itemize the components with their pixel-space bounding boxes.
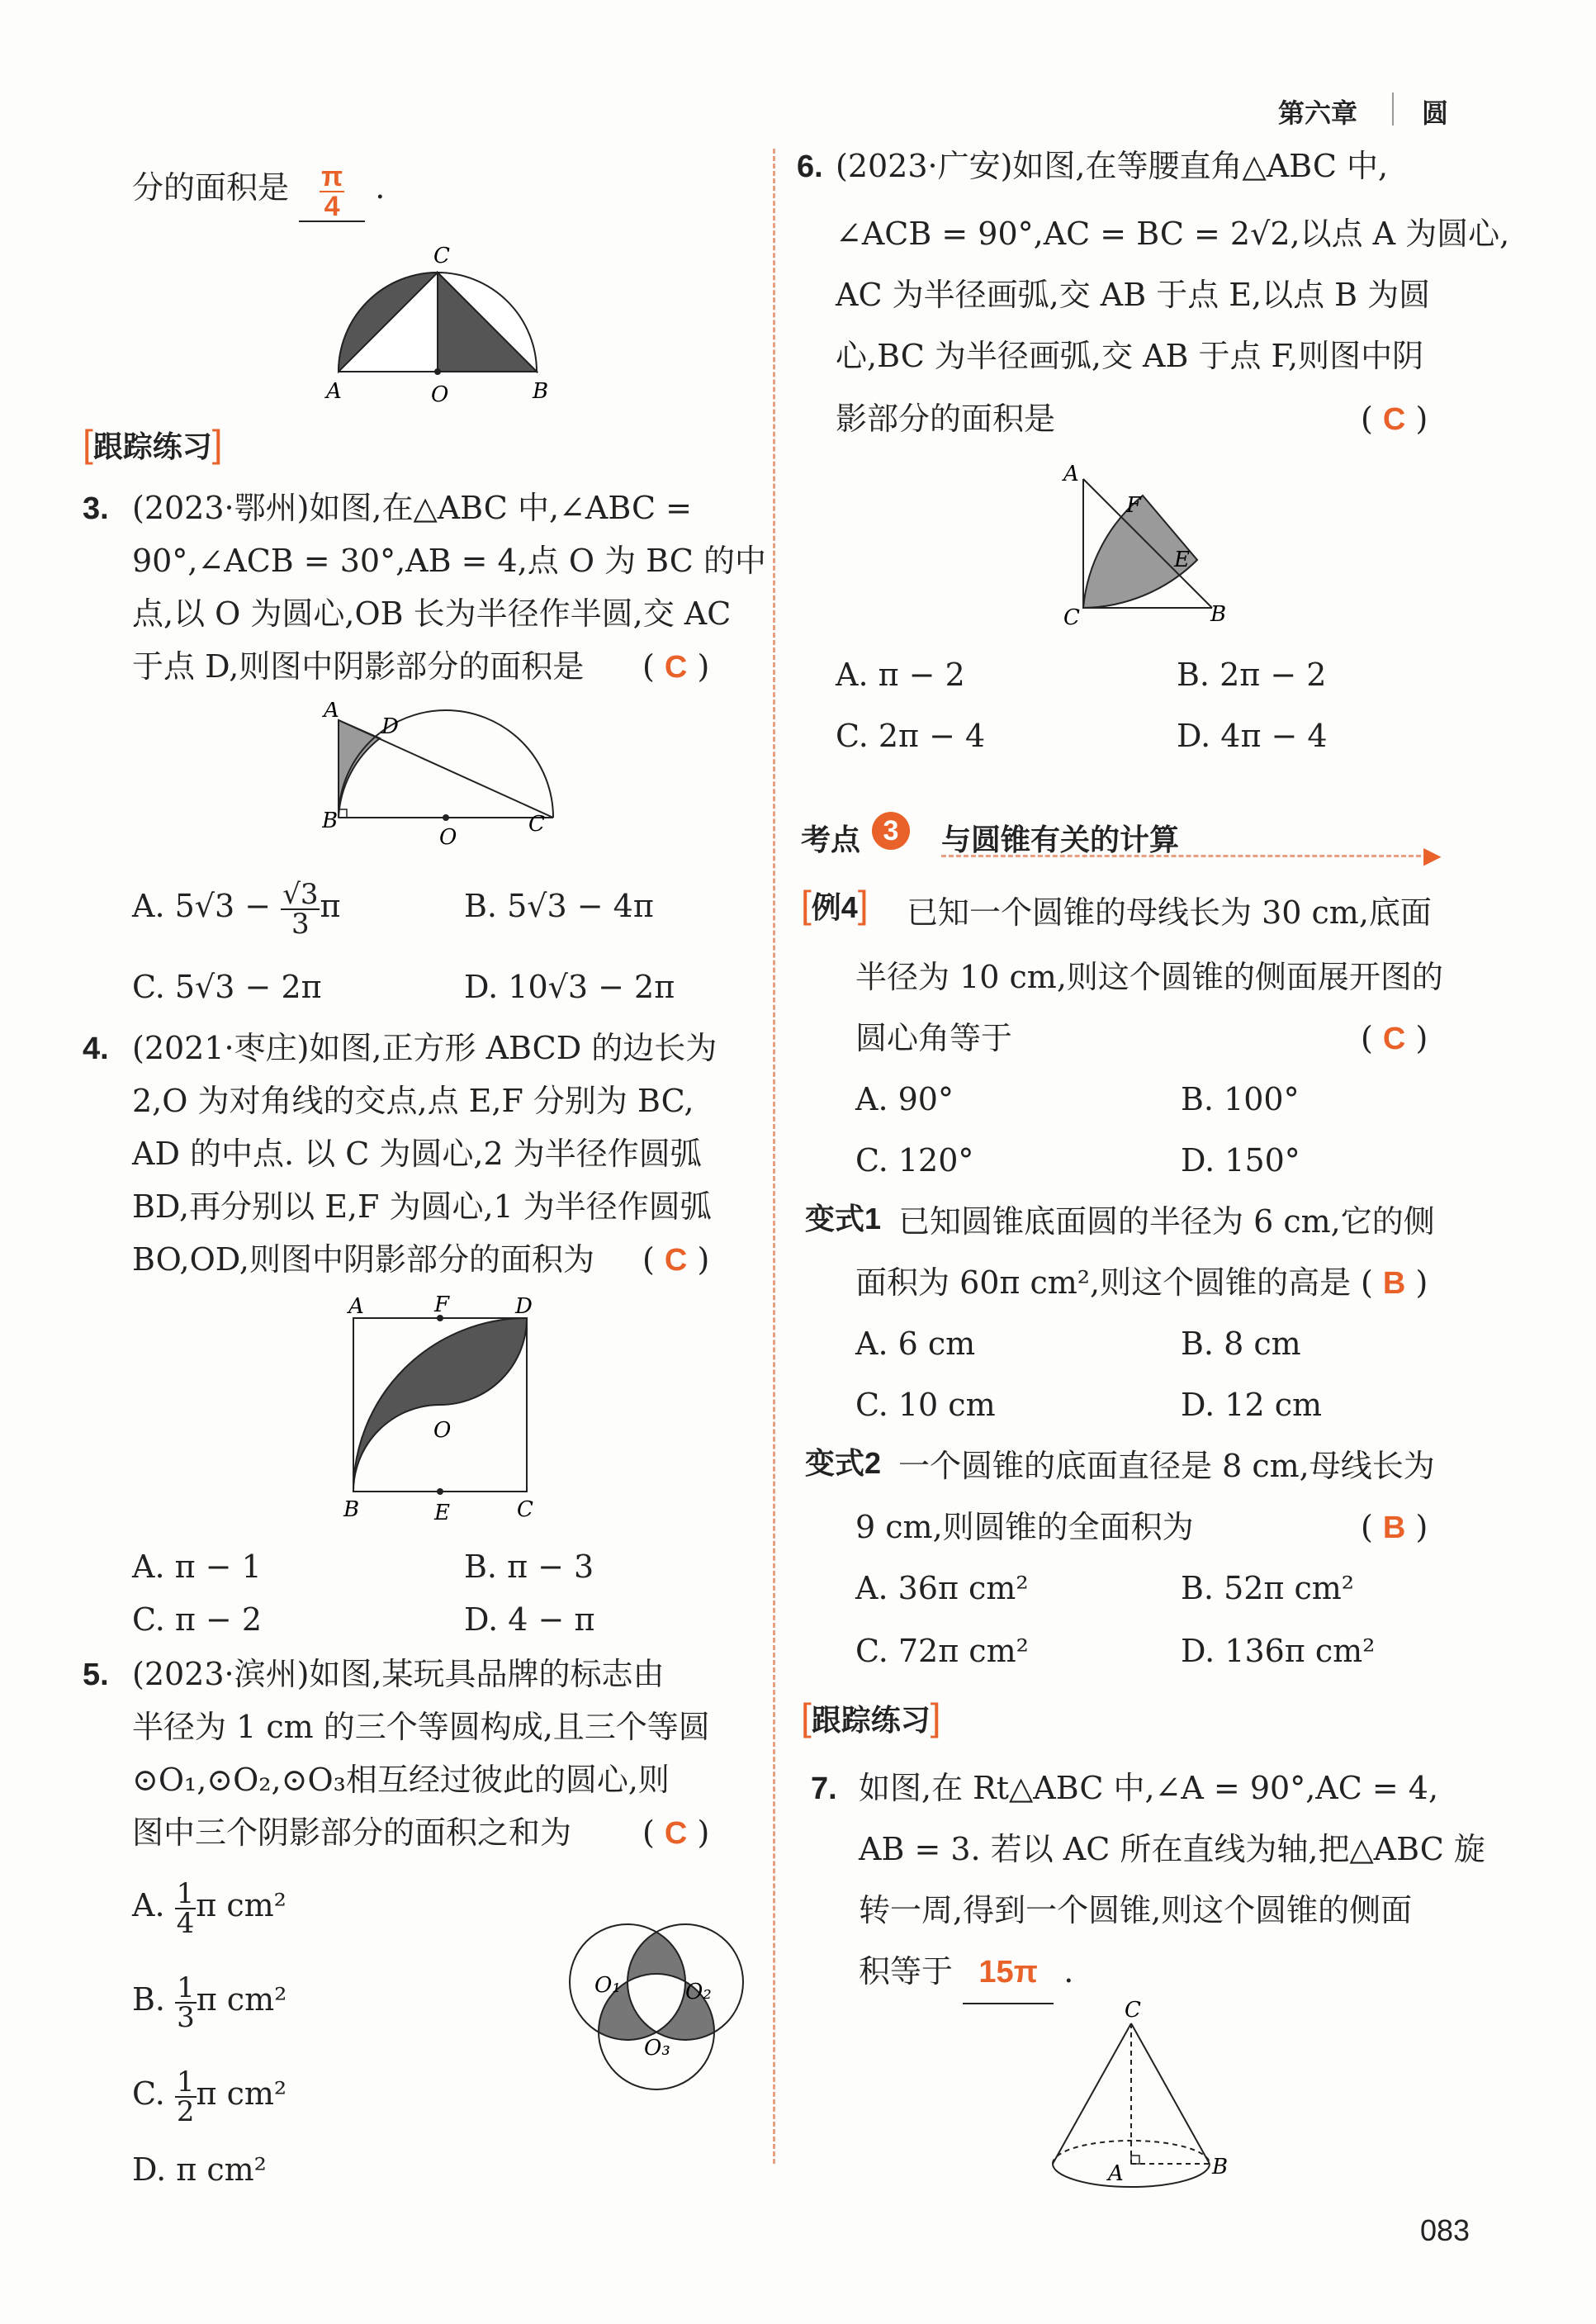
var1-option-d[interactable]: D. 12 cm: [1181, 1387, 1323, 1423]
question-3: 3.: [83, 491, 109, 526]
q7-cone-figure: [1032, 1999, 1238, 2197]
question-5: 5.: [83, 1658, 109, 1692]
ex4-option-d[interactable]: D. 150°: [1181, 1142, 1300, 1179]
q4-label-o: O: [433, 1418, 452, 1443]
label-b: B: [533, 379, 549, 404]
column-divider: [773, 149, 775, 2164]
page-number: 083: [1420, 2213, 1470, 2247]
q7-line-3: 转一周,得到一个圆锥,则这个圆锥的侧面: [859, 1892, 1413, 1928]
header-divider: [1392, 92, 1394, 126]
q4-answer: ( C ): [642, 1241, 710, 1278]
var2-option-c[interactable]: C. 72π cm²: [855, 1633, 1029, 1669]
q5-option-a[interactable]: A. $\frac{1}{4}$ π cm²: [132, 1876, 287, 1940]
topic-header: 考点 3 与圆锥有关的计算 ▶: [801, 805, 1461, 863]
var2-line-2: 9 cm,则圆锥的全面积为: [855, 1509, 1194, 1545]
continued-line: 分的面积是 $\frac{\pi}{4}$ .: [132, 157, 385, 222]
var2-line-1: 一个圆锥的底面直径是 8 cm,母线长为: [898, 1448, 1435, 1484]
q6-label-f: F: [1126, 493, 1142, 518]
q7-label-c: C: [1125, 1999, 1141, 2023]
q4-line-4: BD,再分别以 E,F 为圆心,1 为半径作圆弧: [132, 1188, 712, 1225]
q3-option-c[interactable]: C. 5√3 − 2π: [132, 969, 322, 1005]
q4-line-2: 2,O 为对角线的交点,点 E,F 分别为 BC,: [132, 1083, 694, 1119]
q3-line-4: 于点 D,则图中阴影部分的面积是: [132, 648, 585, 685]
q3-label-o: O: [439, 825, 457, 850]
variant-1-label: 变式1: [805, 1202, 882, 1236]
q4-line-1: (2021·枣庄)如图,正方形 ABCD 的边长为: [132, 1030, 717, 1066]
q6-label-b: B: [1210, 602, 1227, 627]
ex4-line-2: 半径为 10 cm,则这个圆锥的侧面展开图的: [855, 959, 1443, 995]
q3-line-1: (2023·鄂州)如图,在△ABC 中,∠ABC =: [132, 490, 692, 526]
label-o: O: [431, 382, 449, 405]
ex4-line-3: 圆心角等于: [855, 1020, 1013, 1056]
q3-label-c: C: [528, 812, 545, 837]
q4-line-5: BO,OD,则图中阴影部分的面积为: [132, 1241, 594, 1278]
label-a: A: [326, 379, 342, 404]
q4-option-c[interactable]: C. π − 2: [132, 1601, 263, 1638]
q5-label-o2: O₂: [685, 1980, 712, 2004]
topic-number-badge: 3: [872, 812, 910, 850]
q7-line-4: 积等于 15π .: [859, 1941, 1073, 2004]
var1-line-1: 已知圆锥底面圆的半径为 6 cm,它的侧: [898, 1203, 1435, 1240]
q4-figure: [330, 1288, 553, 1528]
q5-line-2: 半径为 1 cm 的三个等圆构成,且三个等圆: [132, 1709, 710, 1745]
q5-figure: [561, 1916, 760, 2114]
q5-option-c[interactable]: C. $\frac{1}{2}$ π cm²: [132, 2065, 287, 2128]
ex4-option-b[interactable]: B. 100°: [1181, 1081, 1300, 1117]
q3-figure: [322, 702, 561, 851]
q6-option-d[interactable]: D. 4π − 4: [1177, 718, 1328, 754]
q3-option-a[interactable]: A. 5√3 − $\frac{√3}{3}$ π: [132, 877, 341, 941]
q7-line-2: AB = 3. 若以 AC 所在直线为轴,把△ABC 旋: [859, 1831, 1485, 1867]
q3-line-3: 点,以 O 为圆心,OB 长为半径作半圆,交 AC: [132, 595, 732, 632]
track-practice-label-2: [跟踪练习]: [801, 1696, 941, 1738]
example-4-label: [例4]: [801, 883, 869, 926]
q4-label-c: C: [517, 1497, 533, 1522]
q3-answer: ( C ): [642, 648, 710, 685]
q3-label-a: A: [324, 702, 339, 723]
q5-answer: ( C ): [642, 1814, 710, 1851]
q4-label-a: A: [348, 1294, 364, 1319]
q7-line-1: 如图,在 Rt△ABC 中,∠A = 90°,AC = 4,: [859, 1770, 1439, 1806]
q3-label-b: B: [322, 809, 339, 833]
q4-option-d[interactable]: D. 4 − π: [464, 1601, 595, 1638]
q6-option-b[interactable]: B. 2π − 2: [1177, 657, 1327, 693]
var2-option-b[interactable]: B. 52π cm²: [1181, 1570, 1355, 1606]
q6-option-c[interactable]: C. 2π − 4: [836, 718, 986, 754]
question-4: 4.: [83, 1032, 109, 1066]
chapter-title: 圆: [1422, 98, 1449, 128]
q6-option-a[interactable]: A. π − 2: [836, 657, 965, 693]
q7-label-a: A: [1108, 2161, 1124, 2186]
q5-line-4: 图中三个阴影部分的面积之和为: [132, 1814, 572, 1851]
var1-line-2: 面积为 60π cm²,则这个圆锥的高是: [855, 1264, 1352, 1301]
q5-label-o3: O₃: [644, 2036, 670, 2061]
ex4-line-1: 已知一个圆锥的母线长为 30 cm,底面: [907, 894, 1432, 931]
q3-label-d: D: [381, 714, 399, 739]
q6-figure: [1049, 462, 1247, 628]
ex4-option-a[interactable]: A. 90°: [855, 1081, 954, 1117]
q4-option-a[interactable]: A. π − 1: [132, 1549, 262, 1585]
var1-option-b[interactable]: B. 8 cm: [1181, 1326, 1301, 1362]
q4-label-f: F: [434, 1292, 450, 1317]
label-c: C: [433, 244, 450, 268]
semicircle-figure: [322, 240, 553, 405]
var2-answer: ( B ): [1361, 1509, 1428, 1545]
q5-line-1: (2023·滨州)如图,某玩具品牌的标志由: [132, 1656, 665, 1692]
q4-option-b[interactable]: B. π − 3: [464, 1549, 594, 1585]
ex4-option-c[interactable]: C. 120°: [855, 1142, 974, 1179]
q7-answer-blank: 15π: [963, 1942, 1054, 2004]
q5-option-b[interactable]: B. $\frac{1}{3}$ π cm²: [132, 1971, 287, 2034]
q3-line-2: 90°,∠ACB = 30°,AB = 4,点 O 为 BC 的中: [132, 543, 766, 579]
question-6: 6.: [797, 149, 823, 184]
q6-line-5: 影部分的面积是: [836, 401, 1056, 437]
q6-line-1: (2023·广安)如图,在等腰直角△ABC 中,: [836, 148, 1389, 184]
q3-option-b[interactable]: B. 5√3 − 4π: [464, 888, 654, 924]
var2-option-a[interactable]: A. 36π cm²: [855, 1570, 1029, 1606]
chapter-label: 第六章: [1278, 98, 1358, 128]
topic-underline: [941, 855, 1428, 857]
question-7: 7.: [811, 1771, 837, 1806]
var1-option-a[interactable]: A. 6 cm: [855, 1326, 976, 1362]
q7-label-b: B: [1212, 2155, 1229, 2179]
ex4-answer: ( C ): [1361, 1020, 1428, 1056]
q6-answer: ( C ): [1361, 401, 1428, 437]
q6-line-3: AC 为半径画弧,交 AB 于点 E,以点 B 为圆: [836, 277, 1431, 313]
q4-line-3: AD 的中点. 以 C 为圆心,2 为半径作圆弧: [132, 1136, 702, 1172]
q3-option-d[interactable]: D. 10√3 − 2π: [464, 969, 675, 1005]
q4-label-d: D: [515, 1294, 533, 1319]
variant-2-label: 变式2: [805, 1446, 882, 1480]
q6-label-e: E: [1174, 548, 1190, 572]
q4-label-e: E: [434, 1501, 450, 1525]
q6-label-a: A: [1063, 462, 1079, 486]
track-practice-label: [跟踪练习]: [83, 422, 223, 465]
q6-line-4: 心,BC 为半径画弧,交 AB 于点 F,则图中阴: [836, 338, 1424, 374]
q5-label-o1: O₁: [594, 1973, 621, 1998]
arrow-right-icon: ▶: [1423, 842, 1442, 869]
q5-line-3: ⊙O₁,⊙O₂,⊙O₃相互经过彼此的圆心,则: [132, 1762, 670, 1798]
var1-answer: ( B ): [1361, 1264, 1428, 1301]
q5-option-d[interactable]: D. π cm²: [132, 2151, 267, 2188]
var1-option-c[interactable]: C. 10 cm: [855, 1387, 996, 1423]
q6-line-2: ∠ACB = 90°,AC = BC = 2√2,以点 A 为圆心,: [836, 216, 1510, 252]
q4-label-b: B: [343, 1497, 360, 1522]
var2-option-d[interactable]: D. 136π cm²: [1181, 1633, 1376, 1669]
q6-label-c: C: [1063, 605, 1080, 628]
